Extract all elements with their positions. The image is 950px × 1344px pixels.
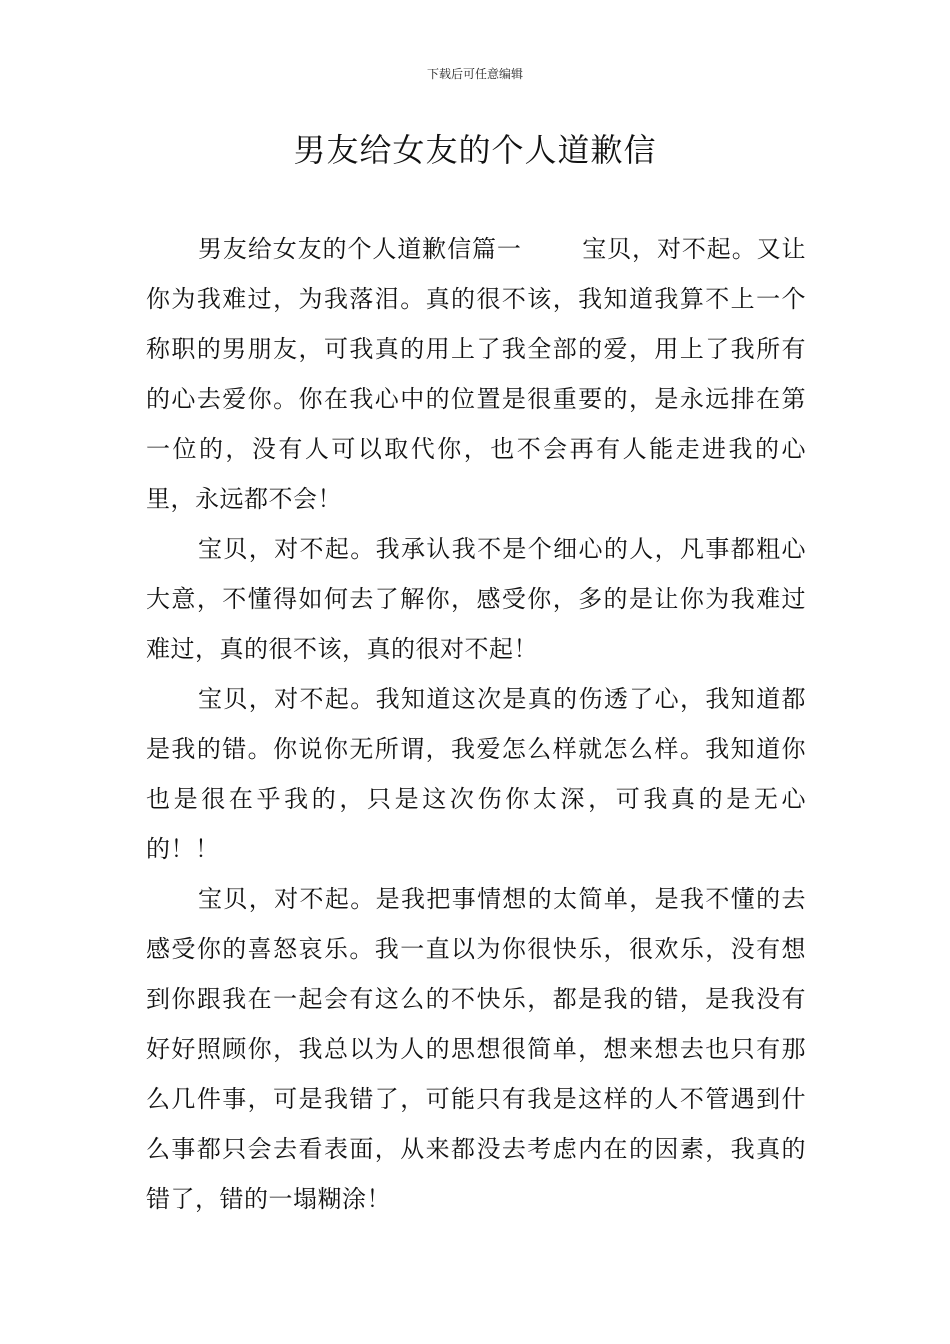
letter-body [146, 224, 806, 1224]
paragraph-3: 宝贝，对不起。我知道这次是真的伤透了心，我知道都是我的错。你说你无所谓，我爱怎么样就怎么样。我知道你也是很在乎我的，只是这次伤你太深，可我真的是无心的！！ [146, 685, 806, 863]
header-note: 下载后可任意编辑 [426, 67, 523, 81]
paragraph-4: 宝贝，对不起。是我把事情想的太简单，是我不懂的去感受你的喜怒哀乐。我一直以为你很快乐，很欢乐，没有想到你跟我在一起会有这么的不快乐，都是我的错，是我没有好好照顾你，我总以为人的思想很简单，想来想去也只有那么几件事，可是我错了，可能只有我是这样的人不管遇到什么事都只会去看表面，从来都没去考虑内在的因素，我真的错了，错的一塌糊涂！ [146, 885, 806, 1213]
section-heading: 男友给女友的个人道歉信篇一 [198, 235, 522, 263]
paragraph-1 [146, 224, 806, 524]
paragraph-1-text: 宝贝，对不起。又让你为我难过，为我落泪。真的很不该，我知道我算不上一个称职的男朋友，可我真的用上了我全部的爱，用上了我所有的心去爱你。你在我心中的位置是很重要的，是永远排在第一位的，没有人可以取代你，也不会再有人能走进我的心里，永远都不会！ [146, 235, 807, 513]
paragraph-2: 宝贝，对不起。我承认我不是个细心的人，凡事都粗心大意，不懂得如何去了解你，感受你，多的是让你为我难过难过，真的很不该，真的很对不起！ [146, 535, 806, 663]
document-title: 男友给女友的个人道歉信 [293, 131, 657, 169]
